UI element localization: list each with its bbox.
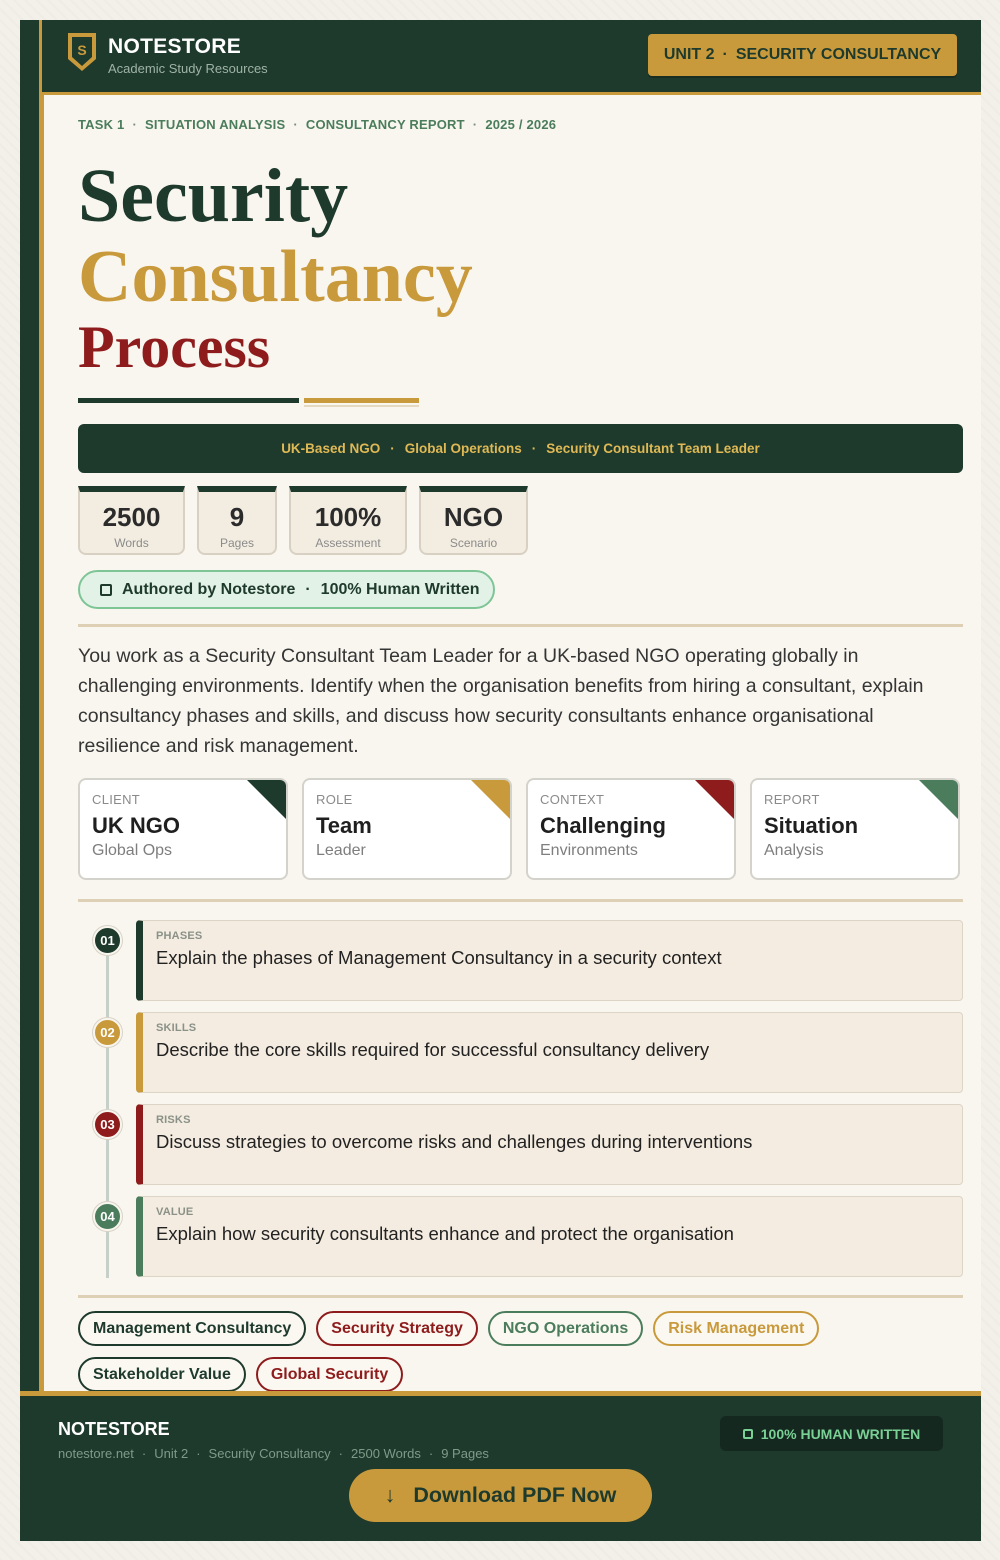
stat-scenario bbox=[419, 486, 528, 555]
card-sub: Environments bbox=[540, 842, 638, 859]
stat-label: Pages bbox=[219, 536, 255, 550]
breadcrumb-item: 2025 / 2026 bbox=[485, 117, 557, 132]
card-corner bbox=[694, 779, 735, 820]
card-main: Challenging bbox=[540, 813, 666, 838]
card-role bbox=[302, 778, 512, 880]
course-label: SECURITY CONSULTANCY bbox=[735, 46, 942, 63]
card-sub: Analysis bbox=[764, 842, 824, 859]
ribbon-item: Global Operations bbox=[404, 441, 522, 456]
step-number: 02 bbox=[93, 1018, 122, 1047]
title-line-3: Process bbox=[78, 314, 271, 380]
intro-paragraph: You work as a Security Consultant Team Leader for a UK-based NGO operating globally in challenging environments. Identify when the organisation benefits from hiring a consultant, explain consultancy phases and skills, and discuss how security consultants enhance organisational resilience and risk management. bbox=[78, 645, 924, 757]
author-label: Authored by Notestore bbox=[122, 580, 296, 598]
card-key: CONTEXT bbox=[540, 792, 605, 807]
stat-assessment bbox=[289, 486, 407, 555]
stat-label: Words bbox=[114, 536, 149, 550]
footer-meta-item: Unit 2 bbox=[154, 1446, 189, 1461]
divider bbox=[78, 1295, 963, 1298]
breadcrumb-item: TASK 1 bbox=[78, 117, 125, 132]
human-written-badge bbox=[720, 1416, 943, 1451]
stat-value: 100% bbox=[314, 502, 382, 532]
header-accent-edge bbox=[39, 20, 42, 95]
card-context bbox=[526, 778, 736, 880]
context-ribbon: UK-Based NGO · Global Operations · Security Consultant Team Leader bbox=[78, 424, 963, 473]
step-risks bbox=[136, 1104, 963, 1185]
footer-meta: notestore.net · Unit 2 · Security Consultancy · 2500 Words · 9 Pages bbox=[58, 1446, 489, 1461]
step-text: Discuss strategies to overcome risks and challenges during interventions bbox=[156, 1131, 753, 1152]
download-arrow-icon: ↓ bbox=[384, 1483, 396, 1507]
footer-meta-item: Security Consultancy bbox=[208, 1446, 331, 1461]
tag-chip[interactable]: NGO Operations bbox=[488, 1311, 643, 1346]
card-main: Team bbox=[316, 813, 372, 838]
tag-chip[interactable]: Global Security bbox=[256, 1357, 403, 1392]
author-badge: Authored by Notestore · 100% Human Written bbox=[78, 570, 495, 609]
tag-chip[interactable]: Risk Management bbox=[653, 1311, 819, 1346]
download-pdf-button[interactable] bbox=[349, 1469, 652, 1522]
title-underline-gold bbox=[304, 398, 419, 403]
card-corner bbox=[918, 779, 959, 820]
topic-tags bbox=[78, 1311, 963, 1392]
unit-badge bbox=[648, 34, 957, 76]
stat-words bbox=[78, 486, 185, 555]
divider bbox=[78, 624, 963, 627]
card-key: CLIENT bbox=[92, 792, 141, 807]
card-sub: Leader bbox=[316, 842, 366, 859]
tag-chip[interactable]: Management Consultancy bbox=[78, 1311, 306, 1346]
card-main: Situation bbox=[764, 813, 859, 838]
stats-row bbox=[78, 486, 528, 555]
step-text: Explain the phases of Management Consultancy in a security context bbox=[156, 947, 722, 968]
step-number: 01 bbox=[93, 926, 122, 955]
footer-meta-item: 9 Pages bbox=[441, 1446, 489, 1461]
card-main: UK NGO bbox=[92, 813, 180, 838]
step-tag: PHASES bbox=[156, 930, 203, 942]
tag-chip[interactable]: Security Strategy bbox=[316, 1311, 478, 1346]
ribbon-item: Security Consultant Team Leader bbox=[546, 441, 760, 456]
card-report bbox=[750, 778, 960, 880]
title-line-2: Consultancy bbox=[78, 236, 473, 318]
unit-label: UNIT 2 bbox=[663, 46, 715, 63]
brand-tagline: Academic Study Resources bbox=[108, 61, 268, 76]
brand-name[interactable]: NOTESTORE bbox=[108, 35, 241, 58]
step-text: Explain how security consultants enhance and protect the organisation bbox=[156, 1223, 734, 1244]
card-key: ROLE bbox=[316, 792, 353, 807]
stat-value: NGO bbox=[443, 502, 504, 532]
title-underline-shadow bbox=[304, 405, 419, 407]
card-client bbox=[78, 778, 288, 880]
title-underline-dark bbox=[78, 398, 299, 403]
human-written-label: 100% Human Written bbox=[320, 580, 480, 598]
step-phases bbox=[136, 920, 963, 1001]
stat-label: Scenario bbox=[449, 536, 498, 550]
card-corner bbox=[246, 779, 287, 820]
step-tag: VALUE bbox=[156, 1206, 194, 1218]
separator-dot: · bbox=[722, 46, 728, 63]
step-number: 04 bbox=[93, 1202, 122, 1231]
title-line-1: Security bbox=[78, 154, 349, 238]
footer-meta-item: 2500 Words bbox=[351, 1446, 421, 1461]
stat-label: Assessment bbox=[315, 536, 381, 550]
stat-value: 2500 bbox=[102, 502, 161, 532]
step-number: 03 bbox=[93, 1110, 122, 1139]
page-frame bbox=[20, 20, 981, 1541]
divider bbox=[78, 899, 963, 902]
footer-brand: NOTESTORE bbox=[58, 1419, 170, 1439]
main-content bbox=[39, 95, 981, 1391]
logo-letter: S bbox=[77, 42, 87, 58]
step-value bbox=[136, 1196, 963, 1277]
shield-logo-icon bbox=[67, 32, 97, 72]
step-tag: SKILLS bbox=[156, 1022, 197, 1034]
footer bbox=[20, 1396, 981, 1541]
step-skills bbox=[136, 1012, 963, 1093]
step-tag: RISKS bbox=[156, 1114, 191, 1126]
footer-site-link[interactable]: notestore.net bbox=[58, 1446, 134, 1461]
breadcrumb: TASK 1 · SITUATION ANALYSIS · CONSULTANCY REPORT · 2025 / 2026 bbox=[78, 117, 557, 132]
card-key: REPORT bbox=[764, 792, 820, 807]
card-sub: Global Ops bbox=[92, 842, 173, 859]
download-label: Download PDF Now bbox=[413, 1483, 617, 1507]
card-corner bbox=[470, 779, 511, 820]
header bbox=[20, 20, 981, 92]
step-text: Describe the core skills required for successful consultancy delivery bbox=[156, 1039, 710, 1060]
stat-value: 9 bbox=[229, 502, 245, 532]
badge-label: 100% HUMAN WRITTEN bbox=[760, 1425, 921, 1442]
ribbon-item: UK-Based NGO bbox=[281, 441, 381, 456]
context-cards bbox=[78, 778, 960, 880]
breadcrumb-item: CONSULTANCY REPORT bbox=[305, 117, 465, 132]
check-icon bbox=[743, 1429, 753, 1439]
stat-pages bbox=[197, 486, 277, 555]
tag-chip[interactable]: Stakeholder Value bbox=[78, 1357, 246, 1392]
breadcrumb-item: SITUATION ANALYSIS bbox=[145, 117, 286, 132]
check-icon bbox=[100, 584, 112, 596]
